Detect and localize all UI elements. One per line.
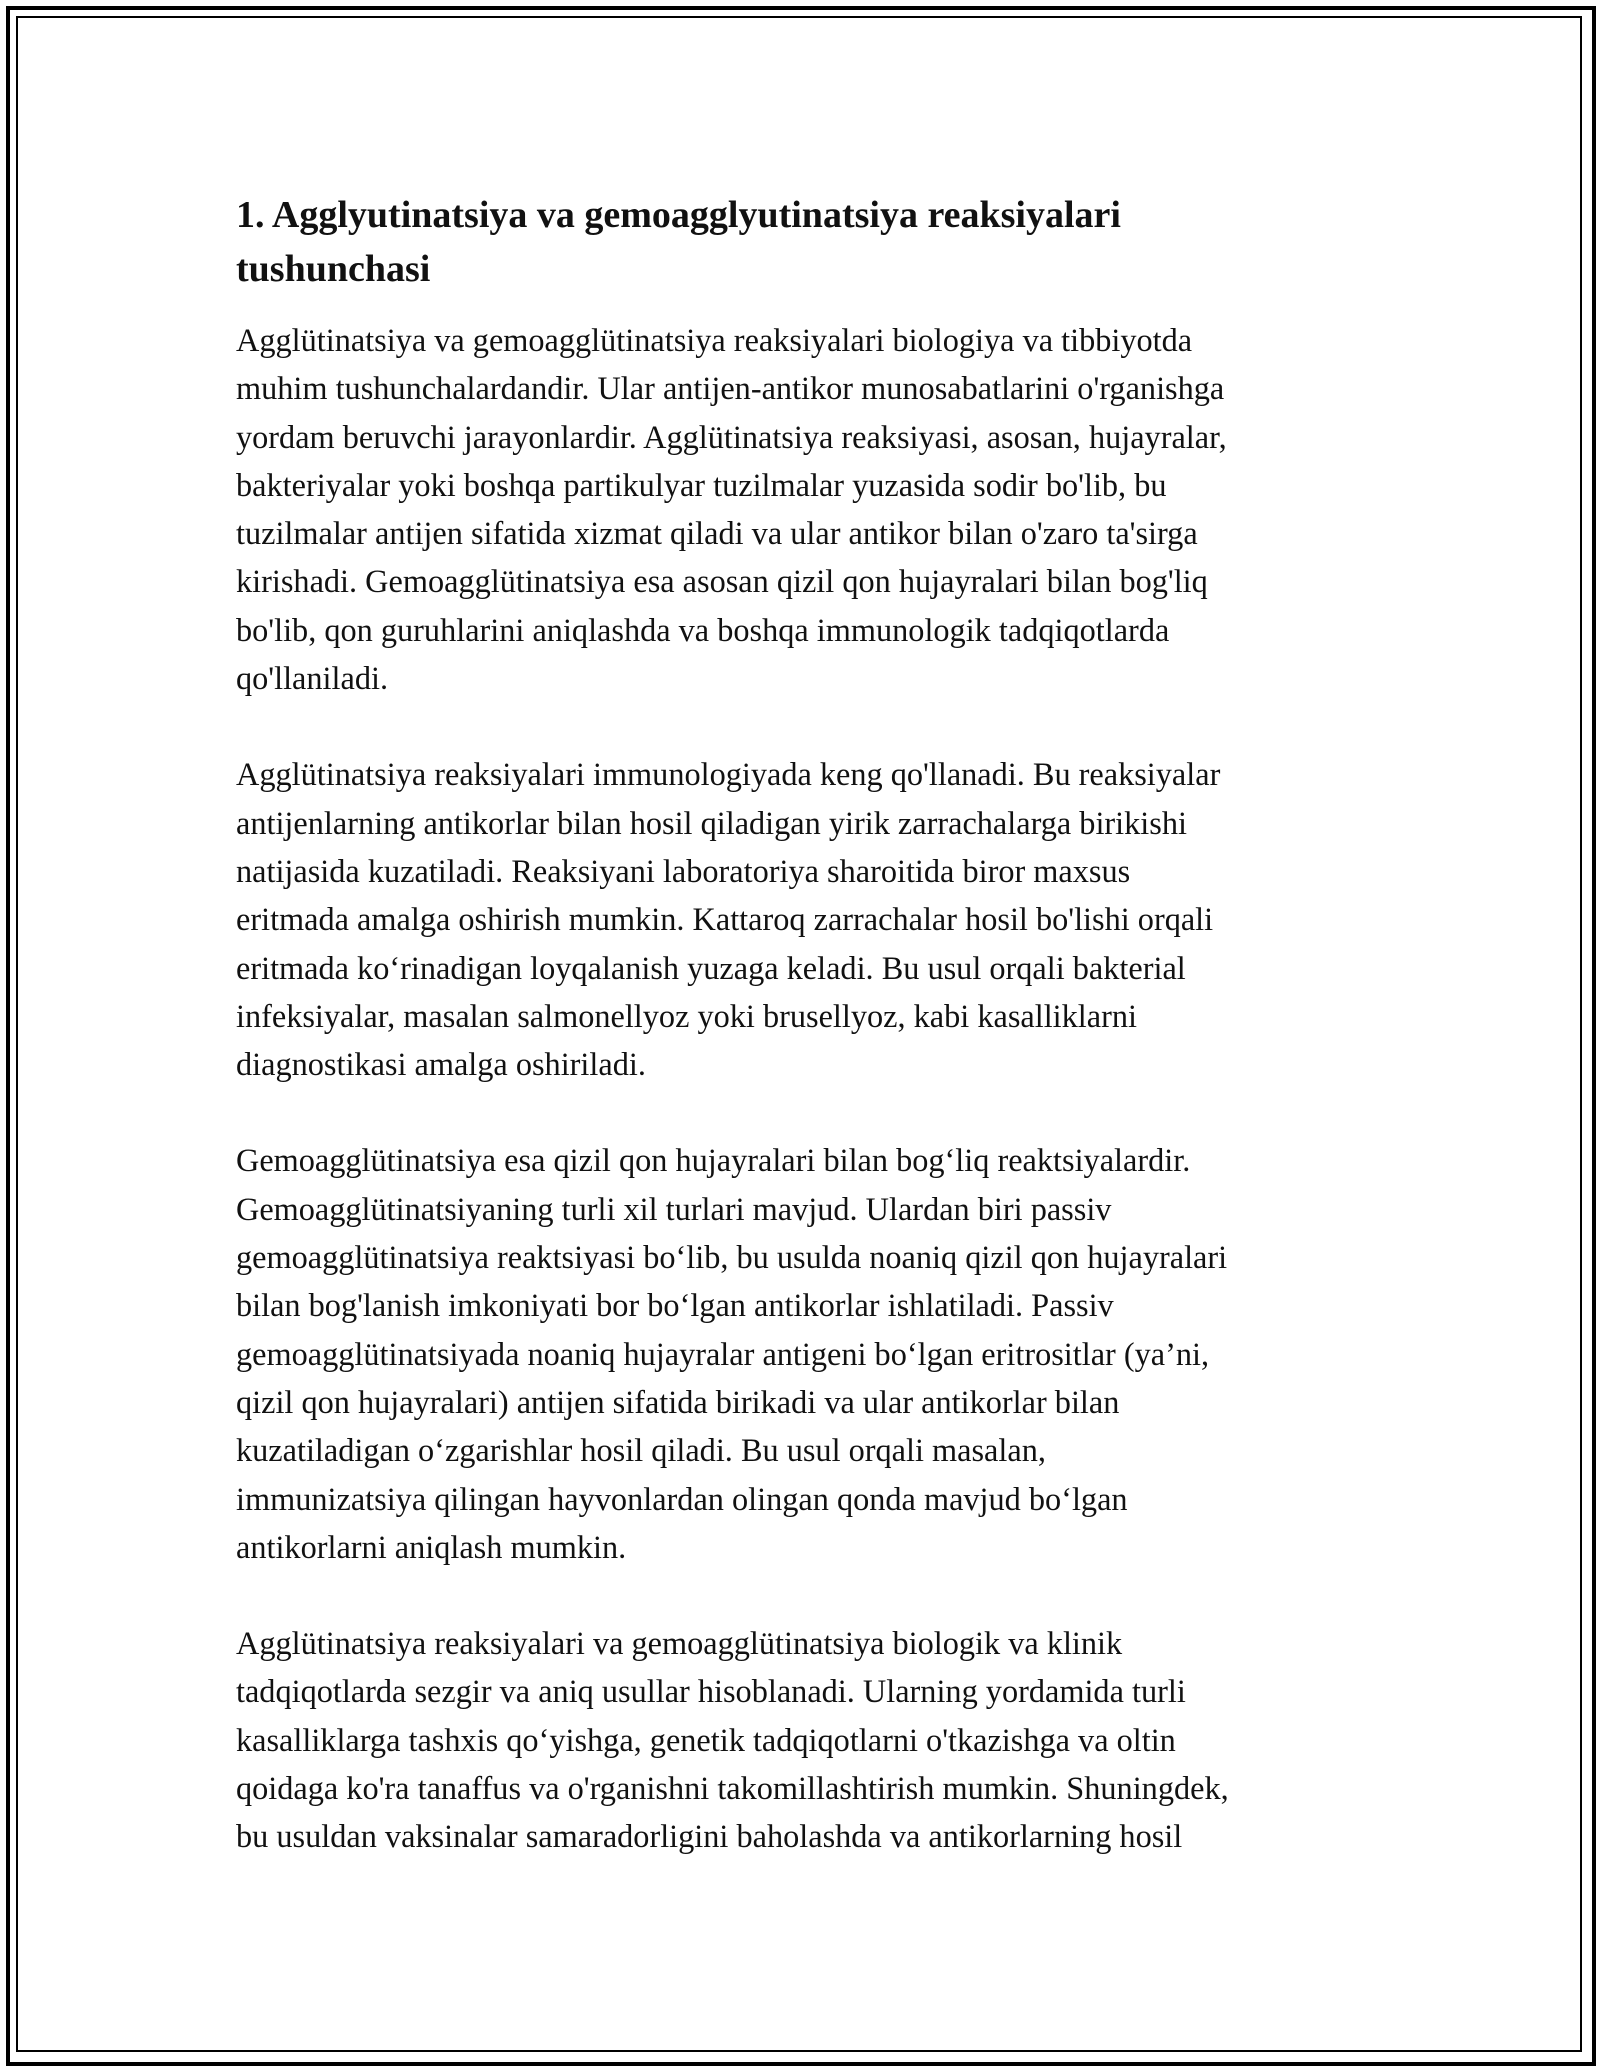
document-body (236, 188, 1376, 1909)
text-line: gemoagglütinatsiya reaktsiyasi bo‘lib, bu usulda noaniq qizil qon hujayralari (236, 1239, 1228, 1276)
paragraph-2 (236, 750, 1376, 1088)
paragraph-3 (236, 1136, 1376, 1571)
text-line: immunizatsiya qilingan hayvonlardan olingan qonda mavjud bo‘lgan (236, 1480, 1128, 1517)
text-line: qizil qon hujayralari) antijen sifatida birikadi va ular antikorlar bilan (236, 1383, 1120, 1420)
text-line: tuzilmalar antijen sifatida xizmat qiladi va ular antikor bilan o'zaro ta'sirga (236, 515, 1198, 552)
heading-line: tushunchasi (236, 248, 431, 290)
text-line: Gemoagglütinatsiya esa qizil qon hujayralari bilan bog‘liq reaktsiyalardir. (236, 1142, 1191, 1179)
text-line: kirishadi. Gemoagglütinatsiya esa asosan qizil qon hujayralari bilan bog'liq (236, 563, 1208, 600)
heading-line: 1. Agglyutinatsiya va gemoagglyutinatsiya reaksiyalari (236, 194, 1121, 236)
text-line: tadqiqotlarda sezgir va aniq usullar hisoblanadi. Ularning yordamida turli (236, 1673, 1186, 1710)
text-line: Agglütinatsiya reaksiyalari immunologiyada keng qo'llanadi. Bu reaksiyalar (236, 756, 1221, 793)
text-line: bo'lib, qon guruhlarini aniqlashda va boshqa immunologik tadqiqotlarda (236, 611, 1170, 648)
paragraph-4 (236, 1619, 1376, 1860)
text-line: gemoagglütinatsiyada noaniq hujayralar antigeni bo‘lgan eritrositlar (ya’ni, (236, 1335, 1210, 1372)
text-line: Agglütinatsiya va gemoagglütinatsiya reaksiyalari biologiya va tibbiyotda (236, 322, 1193, 358)
text-line: qo'llaniladi. (236, 660, 389, 697)
text-line: muhim tushunchalardandir. Ular antijen-antikor munosabatlarini o'rganishga (236, 370, 1225, 407)
text-line: antikorlarni aniqlash mumkin. (236, 1528, 627, 1565)
text-line: bakteriyalar yoki boshqa partikulyar tuzilmalar yuzasida sodir bo'lib, bu (236, 466, 1167, 503)
text-line: infeksiyalar, masalan salmonellyoz yoki brusellyoz, kabi kasalliklarni (236, 997, 1137, 1034)
text-line: bilan bog'lanish imkoniyati bor bo‘lgan antikorlar ishlatiladi. Passiv (236, 1287, 1114, 1324)
text-line: antijenlarning antikorlar bilan hosil qiladigan yirik zarrachalarga birikishi (236, 804, 1187, 841)
section-heading (236, 188, 1376, 296)
text-line: kasalliklarga tashxis qo‘yishga, genetik tadqiqotlarni o'tkazishga va oltin (236, 1721, 1176, 1758)
text-line: yordam beruvchi jarayonlardir. Agglütinatsiya reaksiyasi, asosan, hujayralar, (236, 418, 1227, 455)
text-line: Gemoagglütinatsiyaning turli xil turlari mavjud. Ulardan biri passiv (236, 1190, 1112, 1227)
text-line: diagnostikasi amalga oshiriladi. (236, 1046, 646, 1083)
text-line: eritmada amalga oshirish mumkin. Kattaroq zarrachalar hosil bo'lishi orqali (236, 901, 1214, 938)
text-line: qoidaga ko'ra tanaffus va o'rganishni takomillashtirish mumkin. Shuningdek, (236, 1770, 1229, 1807)
text-line: Agglütinatsiya reaksiyalari va gemoagglütinatsiya biologik va klinik (236, 1625, 1123, 1662)
text-line: bu usuldan vaksinalar samaradorligini baholashda va antikorlarning hosil (236, 1818, 1183, 1855)
paragraph-1 (236, 316, 1376, 702)
text-line: kuzatiladigan o‘zgarishlar hosil qiladi. Bu usul orqali masalan, (236, 1432, 1046, 1469)
text-line: natijasida kuzatiladi. Reaksiyani laboratoriya sharoitida biror maxsus (236, 852, 1131, 889)
text-line: eritmada ko‘rinadigan loyqalanish yuzaga keladi. Bu usul orqali bakterial (236, 949, 1186, 986)
